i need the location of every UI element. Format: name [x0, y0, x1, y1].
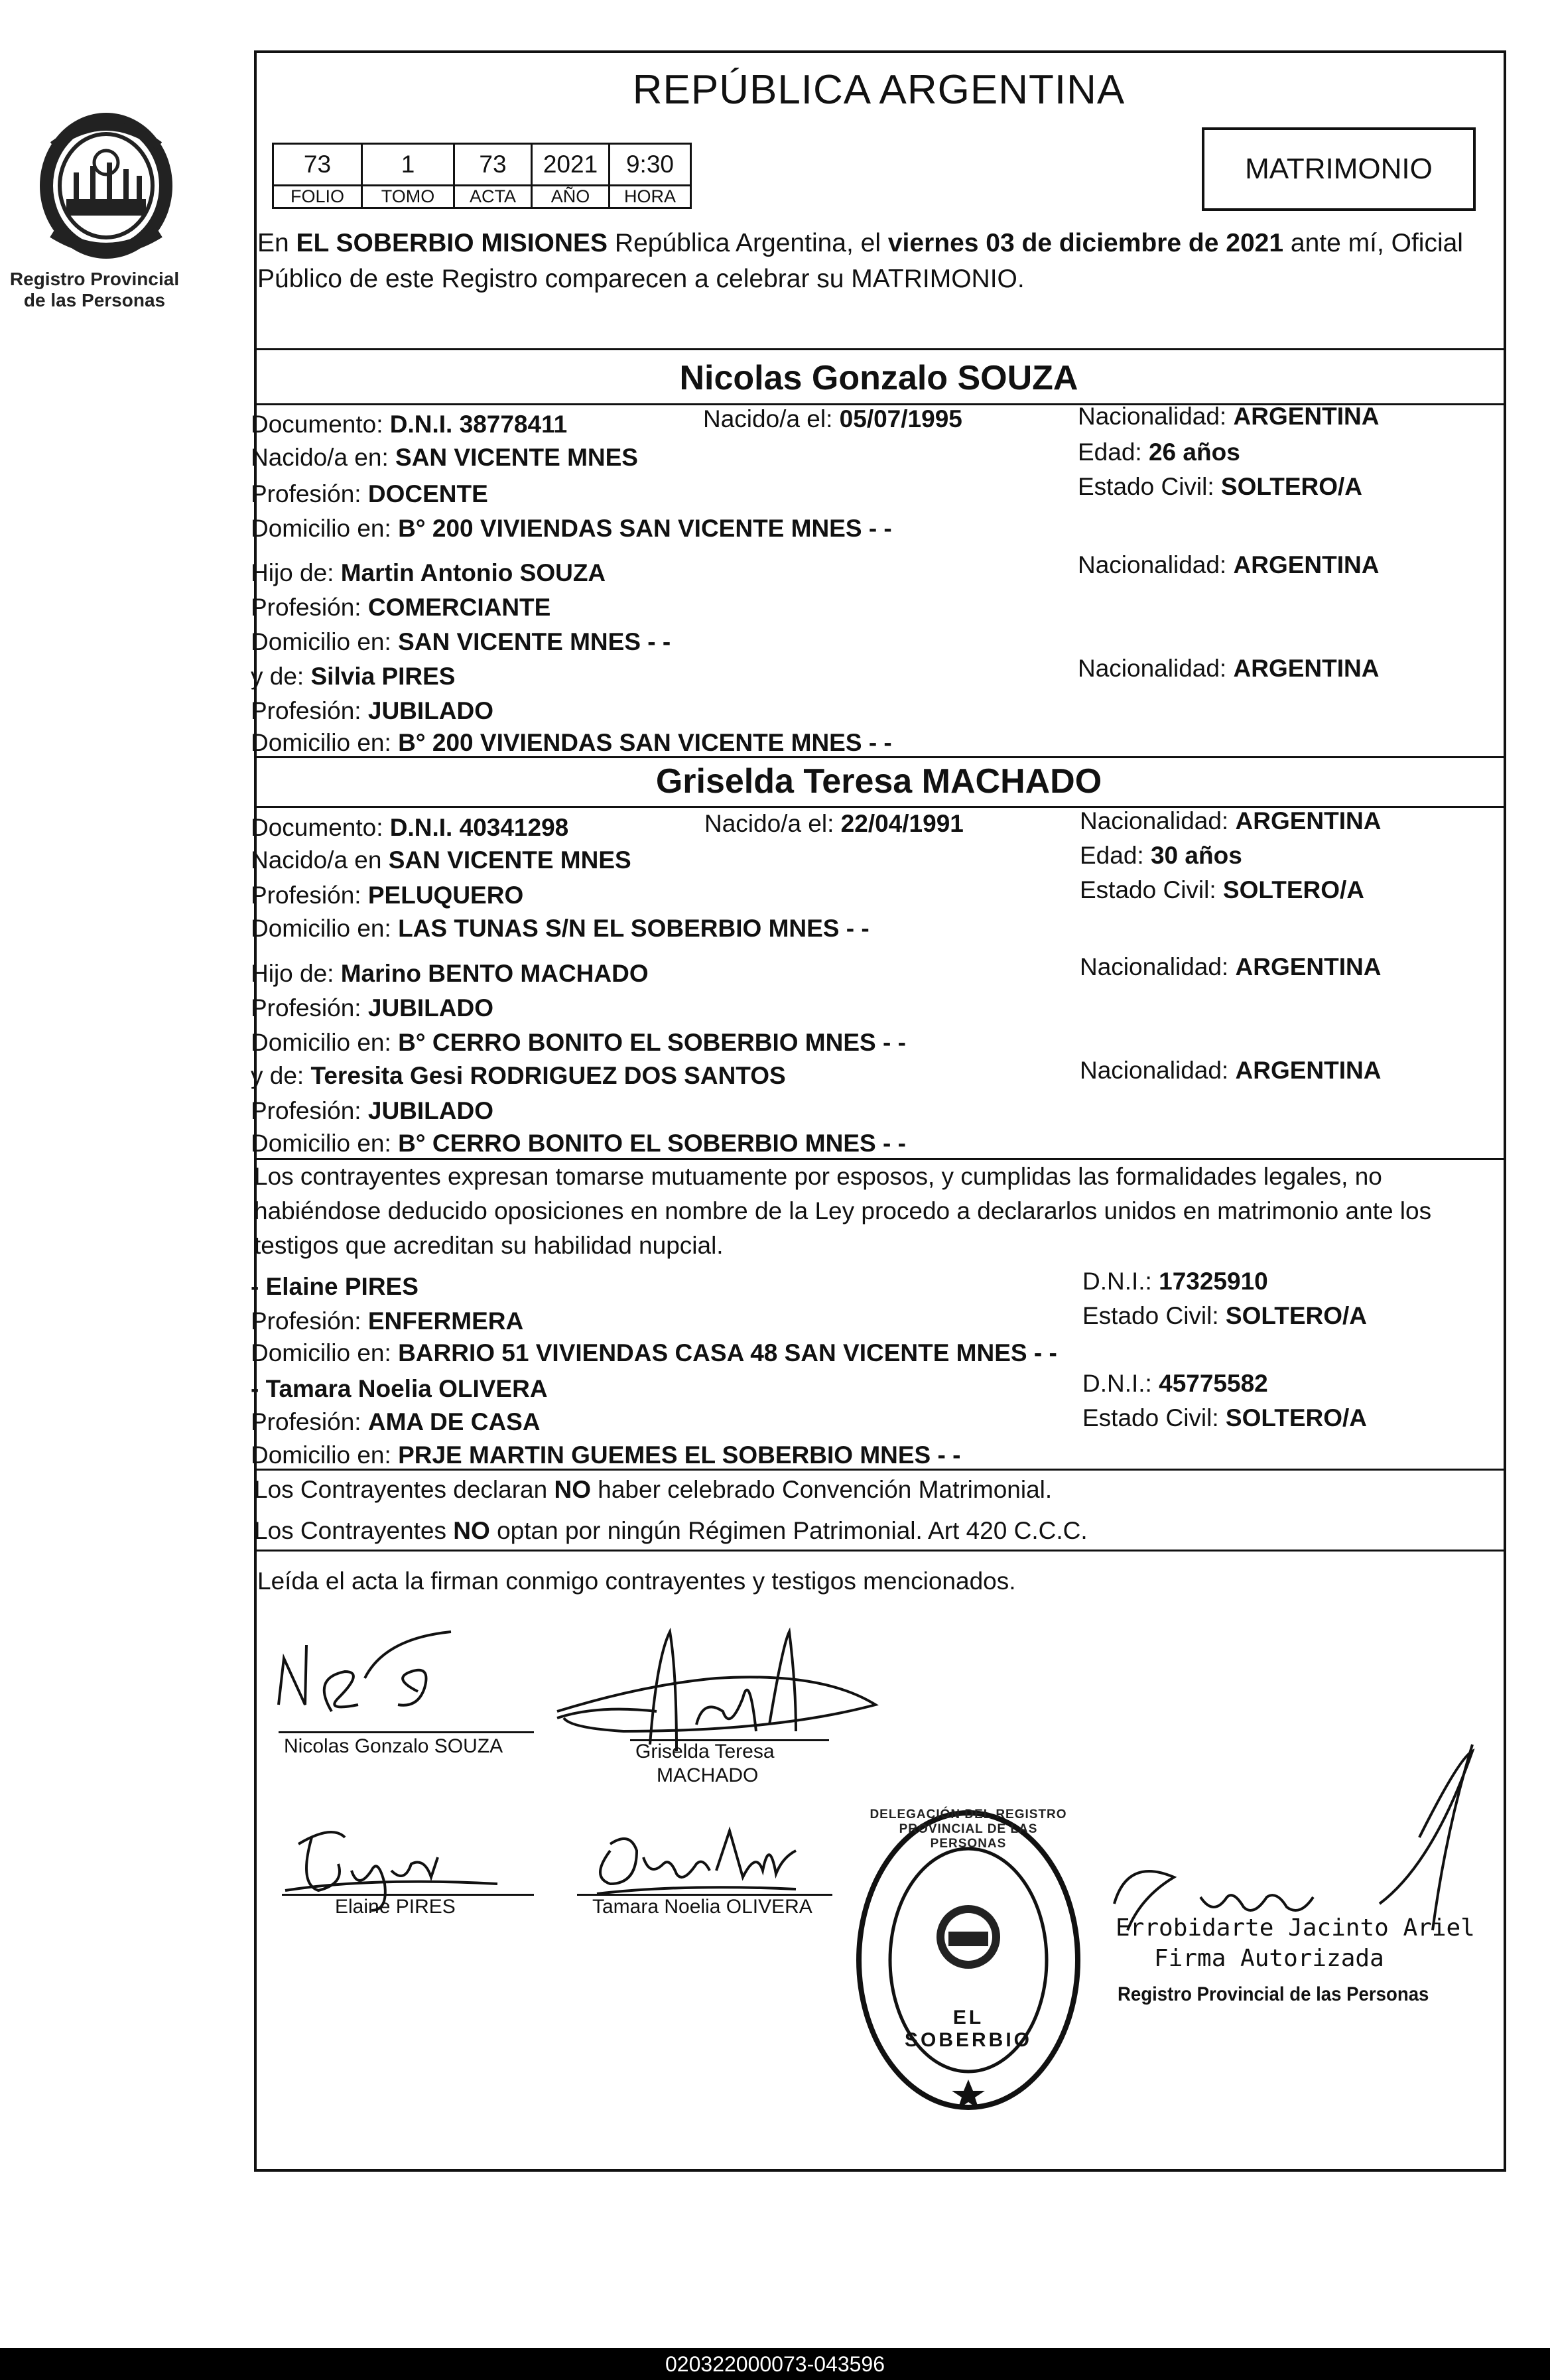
- witness1-name: - Elaine PIRES: [251, 1273, 419, 1300]
- civil-label: Estado Civil:: [1082, 1302, 1219, 1329]
- nat-label: Nacionalidad:: [1078, 403, 1227, 430]
- logo-caption-line2: de las Personas: [23, 290, 166, 310]
- prof-label: Profesión:: [251, 594, 361, 621]
- dom-label: Domicilio en:: [251, 1441, 391, 1469]
- stamp-center-text: EL SOBERBIO: [904, 2007, 1033, 2051]
- spouse2-mother-row: [251, 1061, 786, 1091]
- witness2-dom-row: [251, 1441, 960, 1470]
- spouse1-birthplace-row: [251, 443, 638, 472]
- nat-label: Nacionalidad:: [1080, 1057, 1229, 1084]
- footer-code: 020322000073-043596: [665, 2352, 885, 2376]
- spouse2-mother: Teresita Gesi RODRIGUEZ DOS SANTOS: [310, 1062, 786, 1089]
- dom-label: Domicilio en:: [251, 729, 391, 756]
- prof-label: Profesión:: [251, 1408, 361, 1435]
- spouse2-doc-row: [251, 813, 568, 842]
- spouse1-father-dom-row: [251, 628, 671, 657]
- spouse2-father-prof: JUBILADO: [367, 994, 493, 1022]
- spouse2-dom: LAS TUNAS S/N EL SOBERBIO MNES - -: [398, 915, 870, 942]
- age-label: Edad:: [1078, 438, 1142, 466]
- nat-label: Nacionalidad:: [1078, 551, 1227, 578]
- spouse2-sign-label-1: Griselda Teresa: [635, 1741, 775, 1762]
- spouse2-civil-row: [1080, 876, 1364, 905]
- registry-table: [272, 143, 692, 209]
- witness1-sign-label: Elaine PIRES: [335, 1896, 456, 1918]
- convention-line-2: [254, 1516, 1088, 1546]
- official-role: Firma Autorizada: [1154, 1945, 1384, 1972]
- spouse2-mother-prof-row: [251, 1096, 493, 1126]
- father-label: Hijo de:: [251, 559, 334, 586]
- closing-text: Leída el acta la firman conmigo contrayentes y testigos mencionados.: [257, 1567, 1016, 1595]
- dom-label: Domicilio en:: [251, 1029, 391, 1056]
- spouse1-mother-dom: B° 200 VIVIENDAS SAN VICENTE MNES - -: [398, 729, 892, 756]
- mother-label: y de:: [251, 1062, 304, 1089]
- spouse2-sign-label-2: MACHADO: [657, 1764, 759, 1786]
- spouse1-mother-nat: ARGENTINA: [1233, 655, 1380, 682]
- witness1-civil-row: [1082, 1301, 1367, 1331]
- act-type: MATRIMONIO: [1245, 153, 1433, 185]
- spouse1-mother-prof: JUBILADO: [367, 697, 493, 724]
- intro-paragraph: [257, 226, 1501, 297]
- convention-text: haber celebrado Convención Matrimonial.: [591, 1476, 1053, 1503]
- spouse1-mother-row: [251, 662, 456, 691]
- birthplace-label: Nacido/a en: [251, 846, 382, 874]
- spouse1-father-row: [251, 559, 606, 588]
- spouse1-mother-nat-row: [1078, 654, 1379, 683]
- spouse2-father-prof-row: [251, 994, 493, 1023]
- spouse2-mother-nat: ARGENTINA: [1235, 1057, 1382, 1084]
- spouse2-mother-dom: B° CERRO BONITO EL SOBERBIO MNES - -: [398, 1130, 906, 1157]
- witness2-civil: SOLTERO/A: [1225, 1404, 1368, 1431]
- spouse2-age-row: [1080, 841, 1242, 870]
- spouse2-father-dom-row: [251, 1028, 906, 1057]
- spouse1-nat: ARGENTINA: [1233, 403, 1380, 430]
- witness1-name-row: [251, 1272, 419, 1301]
- hora-value: 9:30: [610, 144, 691, 186]
- regime-no: NO: [453, 1517, 490, 1544]
- spouse2-birthplace-row: [251, 846, 631, 875]
- witness1-dni: 17325910: [1159, 1268, 1268, 1295]
- prof-label: Profesión:: [251, 1307, 361, 1335]
- intro-text-3: ante mí, Oficial Público de este Registro comparecen a celebrar su MATRIMONIO.: [257, 229, 1463, 293]
- spouse2-name: Griselda Teresa MACHADO: [655, 762, 1102, 801]
- spouse2-mother-nat-row: [1080, 1056, 1381, 1085]
- convention-no: NO: [554, 1476, 591, 1503]
- folio-label: FOLIO: [273, 186, 362, 208]
- intro-place: EL SOBERBIO MISIONES: [296, 229, 608, 257]
- spouse1-doc: D.N.I. 38778411: [389, 411, 568, 438]
- witness1-dni-row: [1082, 1267, 1268, 1296]
- witness1-prof: ENFERMERA: [367, 1307, 524, 1335]
- spouse1-mother-dom-row: [251, 728, 892, 758]
- spouse1-signature: [265, 1625, 478, 1731]
- official-office: Registro Provincial de las Personas: [1118, 1983, 1429, 2005]
- page-title: REPÚBLICA ARGENTINA: [632, 67, 1126, 113]
- intro-text-1: En: [257, 229, 296, 257]
- spouse2-father: Marino BENTO MACHADO: [340, 960, 649, 987]
- spouse2-prof: PELUQUERO: [367, 882, 524, 909]
- witness2-sign-label: Tamara Noelia OLIVERA: [592, 1896, 812, 1918]
- spouse2-born: 22/04/1991: [840, 810, 964, 837]
- acta-value: 73: [454, 144, 532, 186]
- father-label: Hijo de:: [251, 960, 334, 987]
- official-name: Errobidarte Jacinto Ariel: [1116, 1914, 1475, 1942]
- anio-value: 2021: [532, 144, 610, 186]
- spouse2-father-nat: ARGENTINA: [1235, 953, 1382, 980]
- prof-label: Profesión:: [251, 882, 361, 909]
- spouse2-doc: D.N.I. 40341298: [389, 814, 569, 841]
- spouse1-father-nat-row: [1078, 551, 1379, 580]
- witness2-dom: PRJE MARTIN GUEMES EL SOBERBIO MNES - -: [398, 1441, 961, 1469]
- spouse1-prof-row: [251, 480, 488, 509]
- witness1-dom: BARRIO 51 VIVIENDAS CASA 48 SAN VICENTE MNES - -: [398, 1339, 1057, 1366]
- spouse1-sign-label: Nicolas Gonzalo SOUZA: [284, 1735, 503, 1757]
- convention-text: Los Contrayentes declaran: [254, 1476, 554, 1503]
- spouse1-age: 26 años: [1148, 438, 1240, 466]
- dom-label: Domicilio en:: [251, 1130, 391, 1157]
- spouse1-nat-row: [1078, 402, 1379, 431]
- mother-label: y de:: [251, 663, 304, 690]
- spouse1-civil: SOLTERO/A: [1220, 473, 1363, 500]
- spouse1-father: Martin Antonio SOUZA: [340, 559, 606, 586]
- nat-label: Nacionalidad:: [1078, 655, 1227, 682]
- hora-label: HORA: [610, 186, 691, 208]
- spouse2-dom-row: [251, 914, 870, 943]
- witness2-civil-row: [1082, 1404, 1367, 1433]
- born-label: Nacido/a el:: [703, 405, 833, 432]
- spouse2-nat: ARGENTINA: [1235, 807, 1382, 834]
- spouse1-age-row: [1078, 438, 1240, 467]
- doc-label: Documento:: [251, 411, 383, 438]
- spouse2-birthplace: SAN VICENTE MNES: [388, 846, 631, 874]
- spouse2-nat-row: [1080, 807, 1381, 836]
- province-seal-icon: [13, 99, 186, 272]
- spouse2-mother-prof: JUBILADO: [367, 1097, 493, 1124]
- spouse2-father-dom: B° CERRO BONITO EL SOBERBIO MNES - -: [398, 1029, 906, 1056]
- witness2-prof-row: [251, 1408, 541, 1437]
- prof-label: Profesión:: [251, 480, 361, 507]
- intro-date: viernes 03 de diciembre de 2021: [887, 229, 1284, 257]
- spouse2-father-row: [251, 959, 649, 988]
- footer-bar: [0, 2348, 1550, 2380]
- tomo-value: 1: [362, 144, 454, 186]
- acta-label: ACTA: [454, 186, 532, 208]
- registry-stamp: [849, 1804, 1088, 2116]
- prof-label: Profesión:: [251, 697, 361, 724]
- witness1-dom-row: [251, 1339, 1057, 1368]
- spouse1-father-dom: SAN VICENTE MNES - -: [398, 628, 671, 655]
- spouse2-prof-row: [251, 881, 523, 910]
- dom-label: Domicilio en:: [251, 915, 391, 942]
- convention-line-1: [254, 1475, 1052, 1504]
- spouse2-born-row: [704, 809, 964, 838]
- born-label: Nacido/a el:: [704, 810, 834, 837]
- witness2-dni: 45775582: [1159, 1370, 1268, 1397]
- spouse1-doc-row: [251, 410, 567, 439]
- spouse1-birthplace: SAN VICENTE MNES: [395, 444, 638, 471]
- dni-label: D.N.I.:: [1082, 1370, 1152, 1397]
- prof-label: Profesión:: [251, 1097, 361, 1124]
- spouse1-mother-prof-row: [251, 696, 493, 726]
- civil-label: Estado Civil:: [1080, 876, 1216, 903]
- intro-text-2: República Argentina, el: [608, 229, 888, 257]
- witness1-prof-row: [251, 1307, 523, 1336]
- spouse2-father-nat-row: [1080, 953, 1381, 982]
- spouse2-age: 30 años: [1150, 842, 1242, 869]
- prof-label: Profesión:: [251, 994, 361, 1022]
- spouse2-mother-dom-row: [251, 1129, 906, 1158]
- civil-label: Estado Civil:: [1078, 473, 1214, 500]
- regime-text: Los Contrayentes: [254, 1517, 454, 1544]
- act-type-box: [1202, 127, 1476, 211]
- dom-label: Domicilio en:: [251, 1339, 391, 1366]
- folio-value: 73: [273, 144, 362, 186]
- spouse1-dom: B° 200 VIVIENDAS SAN VICENTE MNES - -: [398, 515, 892, 542]
- province-logo: [13, 99, 186, 272]
- dni-label: D.N.I.:: [1082, 1268, 1152, 1295]
- tomo-label: TOMO: [362, 186, 454, 208]
- age-label: Edad:: [1080, 842, 1144, 869]
- spouse1-dom-row: [251, 514, 892, 543]
- spouse1-mother: Silvia PIRES: [310, 663, 456, 690]
- nat-label: Nacionalidad:: [1080, 807, 1229, 834]
- dom-label: Domicilio en:: [251, 515, 391, 542]
- spouse1-born-row: [703, 405, 962, 434]
- spouse1-father-prof: COMERCIANTE: [367, 594, 551, 621]
- birthplace-label: Nacido/a en:: [251, 444, 389, 471]
- witness2-name: - Tamara Noelia OLIVERA: [251, 1375, 548, 1402]
- spouse1-prof: DOCENTE: [367, 480, 488, 507]
- spouse1-name: Nicolas Gonzalo SOUZA: [679, 359, 1078, 397]
- civil-label: Estado Civil:: [1082, 1404, 1219, 1431]
- witness1-civil: SOLTERO/A: [1225, 1302, 1368, 1329]
- spouse1-father-prof-row: [251, 593, 550, 622]
- dom-label: Domicilio en:: [251, 628, 391, 655]
- stamp-ring-text: DELEGACIÓN DEL REGISTRO PROVINCIAL DE LAS PERSONAS: [870, 1808, 1067, 1851]
- doc-label: Documento:: [251, 814, 383, 841]
- declaration-text: Los contrayentes expresan tomarse mutuamente por esposos, y cumplidas las formalidades legales, no habiéndose deducido oposiciones en nombre de la Ley procedo a declararlos unidos en matrimonio ante los testigos que acreditan su habilidad nupcial.: [254, 1163, 1432, 1259]
- witness2-prof: AMA DE CASA: [367, 1408, 541, 1435]
- spouse1-born: 05/07/1995: [839, 405, 962, 432]
- logo-caption-line1: Registro Provincial: [9, 269, 180, 289]
- spouse1-civil-row: [1078, 472, 1362, 501]
- anio-label: AÑO: [532, 186, 610, 208]
- regime-text: optan por ningún Régimen Patrimonial. Art 420 C.C.C.: [489, 1517, 1088, 1544]
- spouse2-civil: SOLTERO/A: [1222, 876, 1365, 903]
- nat-label: Nacionalidad:: [1080, 953, 1229, 980]
- witness2-name-row: [251, 1374, 548, 1404]
- spouse1-father-nat: ARGENTINA: [1233, 551, 1380, 578]
- witness2-dni-row: [1082, 1369, 1268, 1398]
